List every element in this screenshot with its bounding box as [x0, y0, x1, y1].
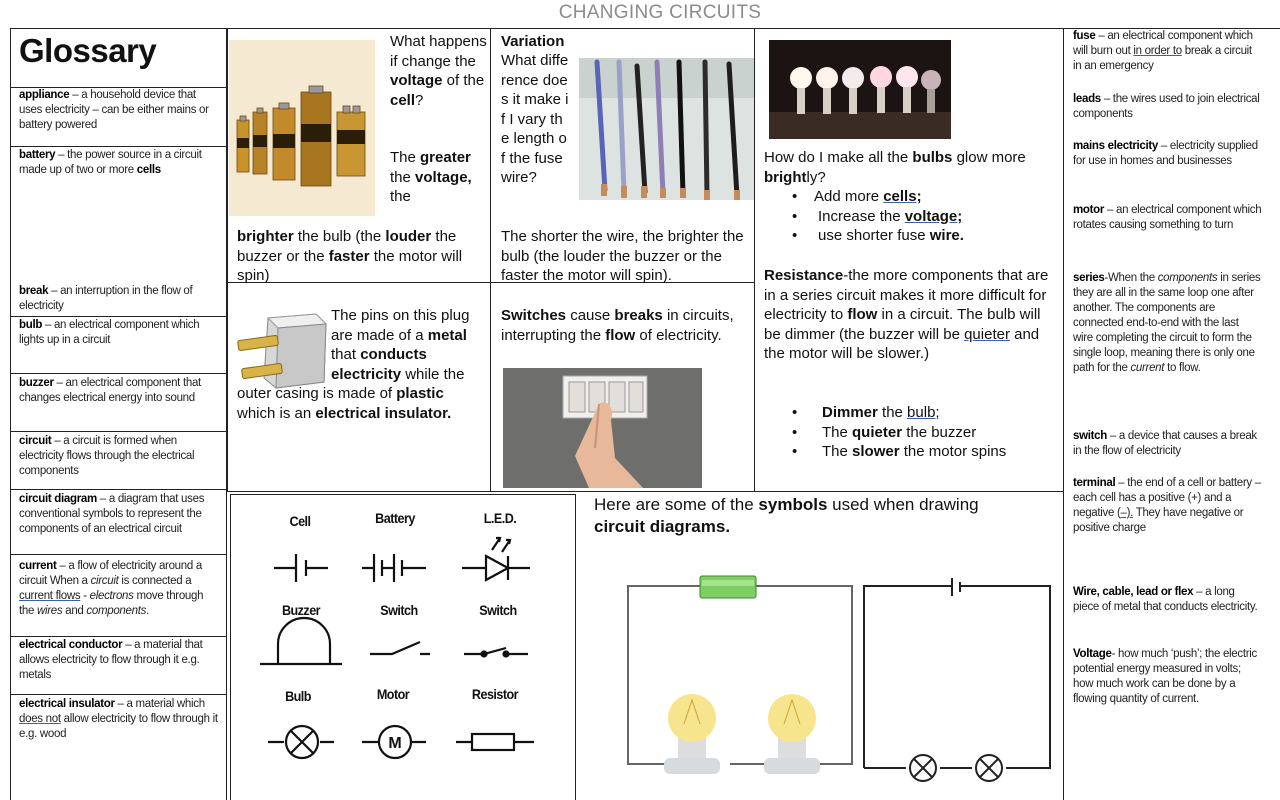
symbol-label-switch-open: Switch — [380, 602, 418, 618]
glossary-fuse: fuse – an electrical component which will burn out in order to break a circuit in an emergency — [1073, 30, 1253, 72]
page-title: CHANGING CIRCUITS — [558, 2, 762, 23]
glossary-bulb: bulb – an electrical component which lights up in a circuit — [19, 319, 200, 346]
symbol-label-led: L.E.D. — [483, 510, 517, 526]
bulbs-list — [784, 187, 1054, 246]
glossary-current: current – a flow of electricity around a circuit When a circuit is connected a current flows - electrons move through the wires and components. — [19, 560, 204, 617]
glossary-electrical-insulator: electrical insulator – a material which does not allow electricity to flow through it e.g. wood — [19, 698, 218, 740]
switch-text: Switches cause breaks in circuits, interrupting the flow of electricity. — [501, 307, 734, 344]
series-circuit-diagram — [864, 578, 1050, 781]
glossary-terminal: terminal – the end of a cell or battery – each cell has a positive (+) and a negative (–). They have negative or positive charge — [1073, 477, 1261, 534]
glossary-column — [10, 28, 227, 800]
resistance-list — [784, 403, 1054, 462]
cell-symbol — [274, 554, 328, 582]
switch-open-symbol — [370, 642, 430, 654]
resistor-symbol — [456, 734, 534, 750]
glossary-battery: battery – the power source in a circuit made up of two or more cells — [19, 149, 202, 176]
symbol-label-bulb: Bulb — [285, 688, 311, 704]
variation-answer: The shorter the wire, the brighter the bulb (the louder the buzzer or the faster the motor will spin). — [501, 228, 744, 284]
symbol-label-cell: Cell — [289, 513, 311, 529]
light-switch-photo — [503, 368, 702, 488]
glossary-leads: leads – the wires used to join electrical components — [1073, 93, 1260, 120]
voltage-answer-top: The greater the voltage, the — [390, 149, 472, 205]
symbol-label-resistor: Resistor — [471, 686, 519, 702]
batteries-photo — [229, 40, 375, 216]
symbol-label-battery: Battery — [375, 510, 415, 526]
battery-picture — [700, 576, 756, 598]
glossary-wire: Wire, cable, lead or flex – a long piece of metal that conducts electricity. — [1073, 586, 1258, 613]
bulb-picture-left — [664, 694, 720, 774]
resistance-text: Resistance-the more components that are in a series circuit makes it more difficult for electricity to flow in a circuit. The bulb will be dimmer (the buzzer will be quieter and the motor will be slower.) — [764, 267, 1049, 362]
plug-text: The pins on this plug are made of a metal that conducts electricity while the outer casing is made of plastic which is an electrical insulator. — [237, 307, 470, 422]
battery-symbol — [362, 554, 426, 582]
picture-circuit — [628, 586, 852, 764]
list-item: • The slower the motor spins — [784, 442, 1054, 462]
glossary-series: series-When the components in series they are all in the same loop one after another. The components are connected end-to-end with the last wire completing the circuit to form the single loop, meaning there is only one path for the current to flow. — [1073, 272, 1261, 374]
circuit-illustrations — [622, 572, 1062, 784]
list-item: • Increase the voltage; — [784, 207, 1054, 227]
bulb-symbol — [268, 726, 334, 758]
glossary-voltage: Voltage- how much ‘push’; the electric potential energy measured in volts; how much work can be done by a flowing quantity of current. — [1073, 648, 1257, 705]
glossary-motor: motor – an electrical component which rotates causing something to turn — [1073, 204, 1262, 231]
glossary-circuit: circuit – a circuit is formed when electricity flows through the electrical components — [19, 435, 195, 477]
buzzer-symbol — [260, 618, 342, 664]
glossary-break: break – an interruption in the flow of electricity — [19, 285, 193, 312]
circuit-symbols-drawing — [230, 494, 576, 800]
led-symbol — [462, 538, 530, 580]
list-item: • Add more cells; — [784, 187, 1054, 207]
voltage-question: What happens if change the voltage of the cell? — [390, 33, 487, 109]
list-item: • Dimmer the bulb; — [784, 403, 1054, 423]
glossary-heading: Glossary — [19, 32, 157, 69]
glossary-appliance: appliance – a household device that uses electricity – can be either mains or battery powered — [19, 89, 209, 131]
voltage-answer-bottom: brighter the bulb (the louder the buzzer or the faster the motor will spin) — [237, 228, 463, 284]
glossary-switch: switch – a device that causes a break in the flow of electricity — [1073, 430, 1257, 457]
glossary-circuit-diagram: circuit diagram – a diagram that uses conventional symbols to represent the components of an electrical circuit — [19, 493, 205, 535]
bulb-picture-right — [764, 694, 820, 774]
light-bulbs-photo — [769, 40, 951, 139]
bulbs-question: How do I make all the bulbs glow more brightly? — [764, 149, 1026, 186]
switch-closed-symbol — [464, 648, 528, 657]
motor-letter: M — [388, 735, 402, 752]
symbols-intro: Here are some of the symbols used when drawing circuit diagrams. — [594, 495, 979, 536]
symbol-label-motor: Motor — [376, 686, 410, 702]
fuse-wires-photo — [579, 58, 754, 200]
glossary-buzzer: buzzer – an electrical component that changes electrical energy into sound — [19, 377, 201, 404]
list-item: • The quieter the buzzer — [784, 423, 1054, 443]
variation-heading: Variation — [501, 33, 565, 50]
variation-question: What difference does it make if I vary the length of the fuse wire? — [501, 52, 569, 186]
glossary-mains-electricity: mains electricity – electricity supplied for use in homes and businesses — [1073, 140, 1258, 167]
glossary-electrical-conductor: electrical conductor – a material that allows electricity to flow through it e.g. metals — [19, 639, 203, 681]
list-item: • use shorter fuse wire. — [784, 226, 1054, 246]
symbol-label-switch-closed: Switch — [479, 602, 517, 618]
symbol-label-buzzer: Buzzer — [281, 602, 321, 618]
